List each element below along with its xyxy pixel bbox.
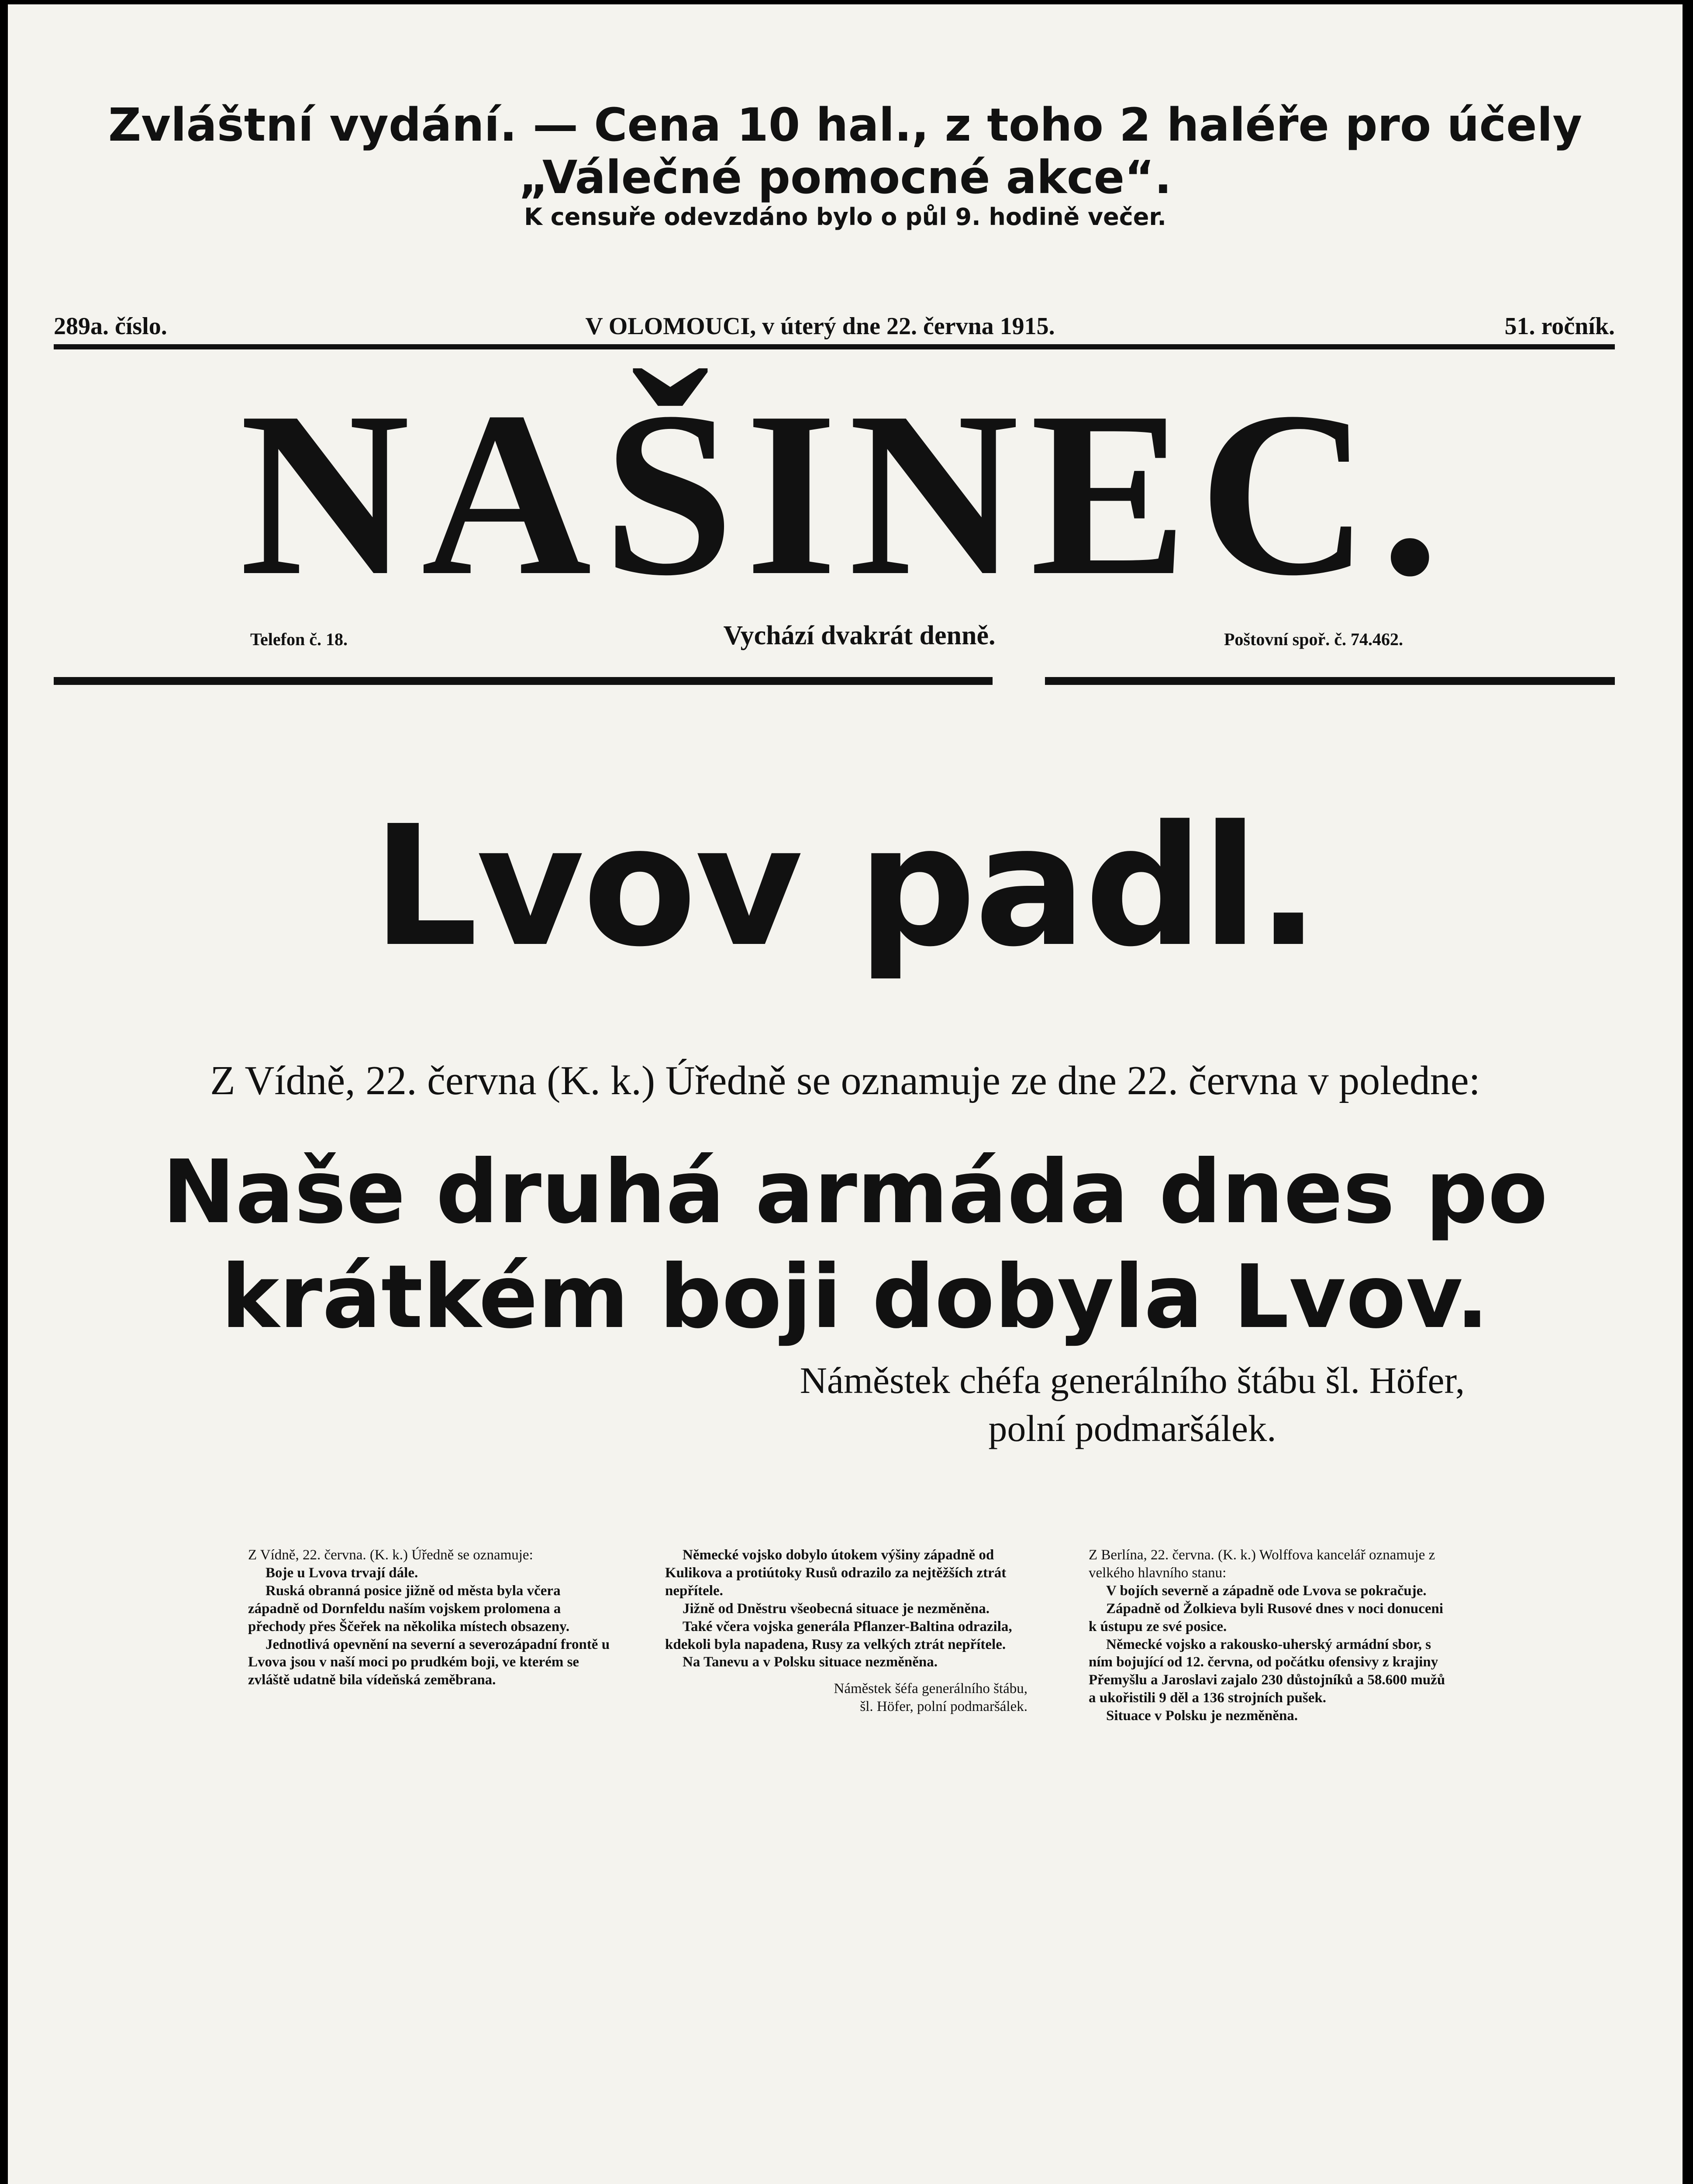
column-intro: Z Vídně, 22. června. (K. k.) Úředně se oznamuje: <box>248 1547 533 1563</box>
place-date: V OLOMOUCI, v úterý dne 22. června 1915. <box>585 313 1055 340</box>
signature-line-2: polní podmaršálek. <box>988 1407 1276 1449</box>
column-intro: Z Berlína, 22. června. (K. k.) Wolffova kancelář oznamuje z velkého hlavního stanu: <box>1089 1547 1435 1581</box>
masthead-rule-right <box>1045 677 1615 685</box>
telephone-number: Telefon č. 18. <box>250 629 348 649</box>
column-paragraph: Také včera vojska generála Pflanzer-Baltina odrazila, kdekoli byla napadena, Rusy za velkých ztrát nepřítele. <box>665 1618 1012 1652</box>
postal-account: Poštovní spoř. č. 74.462. <box>1224 629 1403 649</box>
publication-frequency: Vychází dvakrát denně. <box>723 621 996 650</box>
volume-number: 51. ročník. <box>1504 313 1615 340</box>
column-paragraph: V bojích severně a západně ode Lvova se pokračuje. <box>1106 1583 1427 1599</box>
dateline-rule <box>54 344 1615 349</box>
column-paragraph: Jednotlivá opevnění na severní a severozápadní frontě u Lvova jsou v naší moci po prudkém boji, ve kterém se zvláště udatně bila vídeňská zeměbrana. <box>248 1636 610 1688</box>
column-signature: šl. Höfer, polní podmaršálek. <box>860 1699 1028 1715</box>
column-paragraph: Jižně od Dněstru všeobecná situace je nezměněna. <box>683 1600 990 1617</box>
dispatch-line: Z Vídně, 22. června (K. k.) Úředně se oznamuje ze dne 22. června v poledne: <box>210 1058 1480 1103</box>
main-report: Naše druhá armáda dnes po krátkém boji dobyla Lvov. <box>162 1141 1548 1348</box>
column-paragraph: Západně od Žolkieva byli Rusové dnes v noci donuceni k ústupu ze své posice. <box>1089 1600 1444 1635</box>
issue-number: 289a. číslo. <box>54 313 167 340</box>
masthead-rule-left <box>54 677 993 685</box>
column-paragraph: Německé vojsko dobylo útokem výšiny západně od Kulikova a protiútoky Rusů odrazilo za nejtěžších ztrát nepřítele. <box>665 1547 1007 1599</box>
masthead-title: NAŠINEC. <box>239 363 1451 624</box>
column-vienna <box>248 1546 610 1689</box>
column-paragraph: Boje u Lvova trvají dále. <box>266 1565 418 1581</box>
signature-line-1: Náměstek chéfa generálního štábu šl. Höfer, <box>800 1359 1465 1401</box>
column-berlin <box>1089 1546 1451 1725</box>
column-signature: Náměstek šéfa generálního štábu, <box>834 1681 1028 1697</box>
column-paragraph: Situace v Polsku je nezměněna. <box>1106 1708 1298 1724</box>
column-paragraph: Ruská obranná posice jižně od města byla včera západně od Dornfeldu naším vojskem prolomena a přechody přes Ščeřek na několika místech obsazeny. <box>248 1583 570 1635</box>
newspaper-page <box>8 4 1683 2184</box>
headline: Lvov padl. <box>372 790 1318 983</box>
censor-line: K censuře odevzdáno bylo o půl 9. hodině večer. <box>524 203 1166 231</box>
column-paragraph: Německé vojsko a rakousko-uherský armádní sbor, s ním bojující od 12. června, od počátku ofensivy z krajiny Přemyšlu a Jaroslavi zajalo 230 důstojníků a 58.600 mužů a ukořistili 9 děl a 136 strojních pušek. <box>1089 1636 1445 1706</box>
column-german-army <box>665 1546 1028 1716</box>
campaign-line: „Válečné pomocné akce“. <box>518 151 1172 204</box>
column-paragraph: Na Tanevu a v Polsku situace nezměněna. <box>683 1654 938 1670</box>
edition-price-line: Zvláštní vydání. — Cena 10 hal., z toho 2 haléře pro účely <box>108 98 1583 152</box>
